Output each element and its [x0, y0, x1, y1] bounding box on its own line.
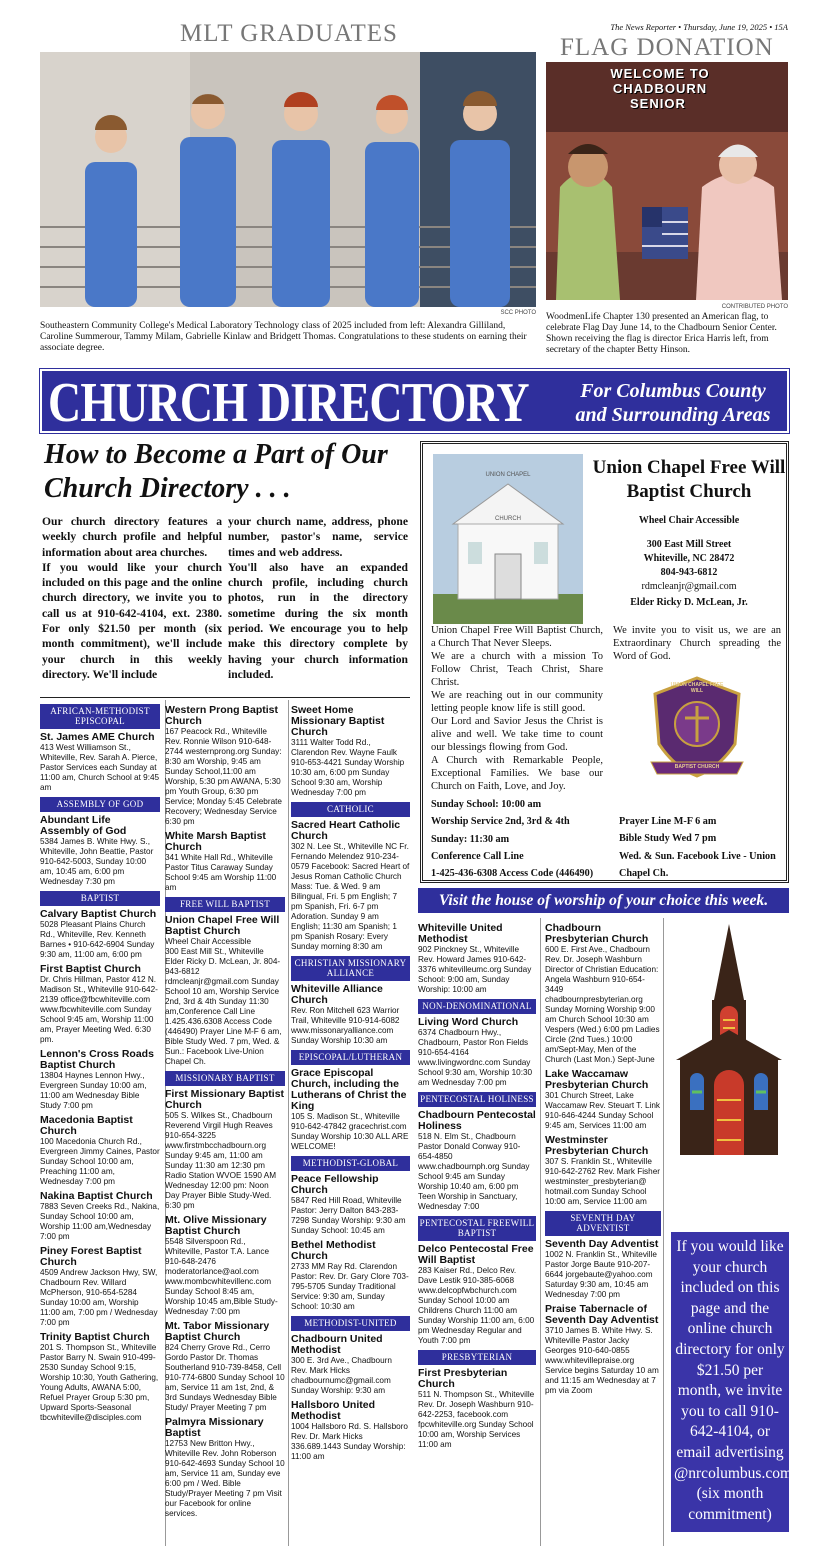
union-chapel-schedule-left	[431, 796, 621, 882]
directory-column-3	[291, 702, 410, 1466]
church-name: Calvary Baptist Church	[40, 908, 157, 920]
sign-line-2: CHADBOURN	[612, 81, 708, 96]
mlt-photo-credit: SCC PHOTO	[500, 310, 536, 316]
mlt-caption: Southeastern Community College's Medical Laboratory Technology class of 2025 included from left: Alexandra Gilliland, Caroline Summerour, Tammy Milam, Gabrielle Kinlaw and Bridgett Thomas. Congratulations to these students on earning their associate degree.	[40, 321, 527, 353]
church-info: 341 White Hall Rd., Whiteville Pastor Titus Caraway Sunday School 9:45 am Worship 11:00 am	[165, 853, 277, 892]
photo-label-2: CHURCH	[495, 516, 521, 522]
church-info: 283 Kaiser Rd., Delco Rev. Dave Lestik 910-385-6068 www.delcopfwbchurch.com Sunday School 10:00 am Childrens Church 11:00 am Sunday Worship 11:00 am, 6:00 pm Wednesday Regular and Youth 7:00 pm	[418, 1266, 535, 1345]
church-info: 600 E. First Ave., Chadbourn Rev. Dr. Joseph Washburn Director of Christian Education: Angela Washburn 910-654-3449 chadbournpresbyterian.org Sunday Morning Worship 9:00 am Church School 10:30 am Vespers (Wed.) 6:00 pm Ladies Circle (2nd Tues.) 10:00 am/Sept-May, Men of the Church (Last Mon.) Sept-June	[545, 945, 660, 1064]
union-chapel-pastor: Elder Ricky D. McLean, Jr.	[630, 597, 748, 608]
church-name: Delco Pentecostal Free Will Baptist	[418, 1243, 534, 1266]
category-header: PRESBYTERIAN	[418, 1350, 536, 1365]
church-name: Mt. Tabor Missionary Baptist Church	[165, 1320, 270, 1343]
paper-info: The News Reporter • Thursday, June 19, 2025 • 15A	[610, 22, 788, 32]
union-chapel-address-1: 300 East Mill Street	[646, 539, 732, 550]
church-name: Piney Forest Baptist Church	[40, 1245, 142, 1268]
flag-section-head: FLAG DONATION	[560, 34, 774, 61]
church-name: Nakina Baptist Church	[40, 1190, 153, 1202]
church-info: 201 S. Thompson St., Whiteville Pastor Barry N. Swain 910-499-2530 Sunday School 9:15, Worship 10:30, Youth Gathering, Young Adults, AWANA 5:00, Refuel Prayer Group 5:30 pm, Upward Sports-Seasonal tbcwhiteville@disciples.com	[40, 1343, 159, 1422]
schedule-left-3: Sunday: 11:30 am	[431, 833, 510, 845]
church-name: Whiteville Alliance Church	[291, 983, 383, 1006]
church-name: Westminster Presbyterian Church	[545, 1134, 649, 1157]
category-header: CATHOLIC	[291, 802, 410, 817]
banner-subtitle-1: For Columbus County	[580, 380, 766, 402]
church-name: Living Word Church	[418, 1016, 519, 1028]
schedule-left-4: Conference Call Line	[431, 850, 524, 862]
church-name: Palmyra Missionary Baptist	[165, 1416, 264, 1439]
church-info: 13804 Haynes Lennon Hwy., Evergreen Sunday 10:00 am, 11:00 am Wednesday Bible Study 7:00 pm	[40, 1071, 147, 1110]
category-header: MISSIONARY BAPTIST	[165, 1071, 285, 1086]
logo-ribbon: BAPTIST CHURCH	[674, 764, 720, 770]
church-name: Praise Tabernacle of Seventh Day Adventist	[545, 1303, 659, 1326]
union-chapel-body-left: Union Chapel Free Will Baptist Church, a Church That Never Sleeps. We are a church with a mission To Follow Christ, Teach Christ, Share Christ. We are reaching out in our community letting people know life is still good. Our Lord and Savior Jesus the Christ is alive and well. We take time to count our blessings flowing from God. A Church with Remarkable People, Exceptional Families. We base our Church on Faith, Love, and Joy.	[431, 625, 603, 792]
advertising-box: If you would like your church included on this page and the online church directory for only $21.50 per month, we invite you to call 910-642-4104, or email advertising @nrcolumbus.com (six month commitment)	[671, 1232, 789, 1532]
church-info: 100 Macedonia Church Rd., Evergreen Jimmy Caines, Pastor Sunday School 10:00 am, Preaching 11:00 am, Wednesday 7:00 pm	[40, 1137, 160, 1186]
logo-text: UNION CHAPEL FREE WILL	[670, 682, 724, 694]
flag-photo-credit: CONTRIBUTED PHOTO	[721, 304, 788, 310]
church-name: First Presbyterian Church	[418, 1367, 508, 1390]
schedule-left-2: Worship Service 2nd, 3rd & 4th	[431, 816, 570, 828]
church-name: Mt. Olive Missionary Baptist Church	[165, 1214, 267, 1237]
church-name: Peace Fellowship Church	[291, 1173, 379, 1196]
church-name: Sweet Home Missionary Baptist Church	[291, 704, 385, 738]
how-to-heading-1: How to Become a Part of Our	[44, 439, 388, 470]
how-to-text-col1: Our church directory features a weekly church profile and helpful information about area churches. If you would like your church included on this page and the online church directory, we invite you to call us at 910-642-4104, ext. 2380. For only $21.50 per month (six month commitment), we'll include your church in this weekly directory. We'll include	[42, 515, 222, 681]
schedule-left-1: Sunday School: 10:00 am	[431, 799, 542, 810]
church-info: 505 S. Wilkes St., Chadbourn Reverend Virgil Hugh Reaves 910-654-3225 www.firstmbcchadbourn.org Sunday 9:45 am, 11:00 am Sunday 11:30 am 12:30 pm Radio Station WVOE 1590 AM Wednesday 12:00 pm: Noon Day Prayer Bible Study-Wed. 6:30 pm	[165, 1111, 277, 1210]
category-header: NON-DENOMINATIONAL	[418, 999, 536, 1014]
category-header: FREE WILL BAPTIST	[165, 897, 285, 912]
union-chapel-feature	[420, 441, 789, 883]
category-header: METHODIST-UNITED	[291, 1316, 410, 1331]
schedule-right-1: Prayer Line M-F 6 am	[619, 816, 717, 827]
church-name: White Marsh Baptist Church	[165, 830, 266, 853]
church-name: Chadbourn Presbyterian Church	[545, 922, 649, 945]
church-info: 5384 James B. White Hwy. S., Whiteville, John Beattie, Pastor 910-642-5003, Sunday 10:00 am, 10:45 am, 6:00 pm Wednesday 7:30 pm	[40, 837, 154, 886]
church-illustration	[670, 920, 788, 1160]
church-info: 12753 New Britton Hwy., Whiteville Rev. John Roberson 910-642-4693 Sunday School 10 am, Service 11 am, Sunday eve 6:00 pm / Wed. Bible Study/Prayer Meeting 7 pm Visit our Facebook for online services.	[165, 1439, 285, 1518]
church-info: 167 Peacock Rd., Whiteville Rev. Ronnie Wilson 910-648-2744 westernprong.org Sunday: 8:30 am Worship, 9:45 am Sunday School,11:00 am Worship, 5:30 pm AWANA, 5:30 pm Youth Group, 6:30 pm Service; Monday 5:45 Celebrate Recovery; Wednesday Service 6:30 pm	[165, 727, 282, 826]
church-name: Seventh Day Adventist	[545, 1238, 659, 1250]
church-name: Whiteville United Methodist	[418, 922, 503, 945]
church-info: 413 West Williamson St., Whiteville, Rev. Sarah A. Pierce, Pastor Services each Sunday at 11:00 am, Church School at 9:45 am	[40, 743, 160, 792]
category-header: BAPTIST	[40, 891, 160, 906]
church-info: 2733 MM Ray Rd. Clarendon Pastor: Rev. Dr. Gary Clore 703-795-5705 Sunday Traditional Service: 9:30 am, Sunday School: 10:30 am	[291, 1262, 409, 1311]
church-info: 4509 Andrew Jackson Hwy, SW, Chadbourn Rev. Willard McPherson, 910-654-5284 Sunday 10:00 am, Worship 11:00 am, 7:00 pm / Wednesday 7:00 pm	[40, 1268, 158, 1327]
church-info: Dr. Chris Hillman, Pastor 412 N. Madison St., Whiteville 910-642-2139 office@fbcwhiteville.com www.fbcwhiteville.com Sunday School 9:45 am, Worship 11:00 am, Prayer Meeting Wed. 6:30 pm.	[40, 975, 158, 1044]
category-header: ASSEMBLY OF GOD	[40, 797, 160, 812]
church-name: Lennon's Cross Roads Baptist Church	[40, 1048, 154, 1071]
church-info: 5847 Red Hill Road, Whiteville Pastor: Jerry Dalton 843-283-7298 Sunday Worship: 9:30 am Sunday School: 10:45 am	[291, 1196, 406, 1235]
church-info: 7883 Seven Creeks Rd., Nakina, Sunday School 10:00 am, Worship 11:00 am,Wednesday 7:00 pm	[40, 1202, 160, 1241]
church-info: 1004 Hallsboro Rd. S. Hallsboro Rev. Dr. Mark Hicks 336.689.1443 Sunday Worship: 11:00 am	[291, 1422, 408, 1461]
church-name: Sacred Heart Catholic Church	[291, 819, 401, 842]
union-chapel-address-2: Whiteville, NC 28472	[643, 553, 735, 564]
directory-column-1	[40, 702, 160, 1427]
banner-subtitle-2: and Surrounding Areas	[575, 404, 771, 426]
church-info: 3710 James B. White Hwy. S. Whiteville Pastor Jacky Georges 910-640-0855 www.whitevillepraise.org Service begins Saturday 10 am and 11:15 am Wednesday at 7 pm via Zoom	[545, 1326, 659, 1395]
schedule-left-5: 1-425-436-6308 Access Code (446490)	[431, 868, 594, 880]
church-name: Bethel Methodist Church	[291, 1239, 376, 1262]
church-info: 3111 Walter Todd Rd., Clarendon Rev. Wayne Faulk 910-653-4421 Sunday Worship 10:30 am, 6:00 pm Sunday School 9:30 am, Worship Wednesday 7:00 pm	[291, 738, 405, 797]
church-info: 824 Cherry Grove Rd., Cerro Gordo Pastor Dr. Thomas Southerland 910-739-8458, Cell 910-774-6800 Sunday School 10 am, Service 11 am 1st, 2nd, & 3rd Sundays Wednesday Bible Study/ Prayer Meeting 7 pm	[165, 1343, 285, 1412]
church-name: Chadbourn Pentecostal Holiness	[418, 1109, 536, 1132]
how-to-heading-2: Church Directory . . .	[44, 473, 291, 504]
church-info: 302 N. Lee St., Whiteville NC Fr. Fernando Melendez 910-234-0579 Facebook: Sacred Heart of Jesus Roman Catholic Church Mass: Tue. & Wed. 9 am Bilingual, Fri. 5 pm English; 7 pm Spanish, Fri. 6-7 pm Adoration. Sunday 9 am English; 11:30 am Spanish; 1 pm Spanish Rosary: Every Sunday morning 8:30 am	[291, 842, 410, 951]
church-info: 105 S. Madison St., Whiteville 910-642-47842 gracechrist.com Sunday Worship 10:30 ALL ARE WELCOME!	[291, 1112, 409, 1151]
church-info: 1002 N. Franklin St., Whiteville Pastor Jorge Baute 910-207-6644 jorgebaute@yahoo.com Saturday 9:30 am, 10:45 am Wednesday 7:00 pm	[545, 1250, 657, 1299]
church-name: Grace Episcopal Church, including the Lutherans of Christ the King	[291, 1067, 407, 1112]
church-name: Hallsboro United Methodist	[291, 1399, 376, 1422]
union-chapel-email: rdmcleanjr@gmail.com	[641, 581, 737, 592]
union-chapel-body-right: We invite you to visit us, we are an Extraordinary Church spreading the Word of God.	[613, 625, 781, 662]
church-info: 902 Pinckney St., Whiteville Rev. Howard James 910-642-3376 whitevilleumc.org Sunday School: 9:00 am, Sunday Worship: 10:00 am	[418, 945, 532, 994]
category-header: METHODIST-GLOBAL	[291, 1156, 410, 1171]
church-name: Chadbourn United Methodist	[291, 1333, 383, 1356]
church-info: 6374 Chadbourn Hwy., Chadbourn, Pastor Ron Fields 910-654-4164 www.livingwordnc.com Sunday School 9:30 am, Worship 10:30 am Wednesday 7:00 pm	[418, 1028, 533, 1087]
visit-banner: Visit the house of worship of your choice this week.	[418, 888, 789, 913]
church-name: First Baptist Church	[40, 963, 141, 975]
church-info: 511 N. Thompson St., Whiteville Rev. Dr. Joseph Washburn 910-642-2253, facebook.com fpcwhiteville.org Sunday School 10:00 am, Worship Services 11:00 am	[418, 1390, 535, 1449]
photo-label-1: UNION CHAPEL	[485, 472, 531, 478]
union-chapel-schedule-right	[619, 813, 787, 882]
category-header: CHRISTIAN MISSIONARY ALLIANCE	[291, 956, 410, 981]
church-directory-banner	[40, 369, 789, 433]
church-name: Union Chapel Free Will Baptist Church	[165, 914, 280, 937]
directory-column-4	[418, 920, 536, 1454]
mlt-section-head: MLT GRADUATES	[180, 20, 398, 47]
union-chapel-photo	[433, 454, 583, 624]
church-info: 307 S. Franklin St., Whiteville 910-642-2762 Rev. Mark Fisher westminster_presbyterian@ hotmail.com Sunday School 10:00 am, Service 11:00 am	[545, 1157, 660, 1206]
category-header: EPISCOPAL/LUTHERAN	[291, 1050, 410, 1065]
category-header: PENTECOSTAL HOLINESS	[418, 1092, 536, 1107]
sign-line-1: WELCOME TO	[610, 66, 710, 81]
church-name: Abundant Life Assembly of God	[40, 814, 127, 837]
church-info: Rev. Ron Mitchell 623 Warrior Trail, Whiteville 910-914-6082 www.missonaryalliance.com Sunday Worship 10:30 am	[291, 1006, 400, 1045]
directory-column-5	[545, 920, 661, 1400]
church-info: 5028 Pleasant Plains Church Rd., Whiteville, Rev. Kenneth Barnes • 910-642-6904 Sunday 9:30 am, 11:00 am, 6:00 pm	[40, 920, 155, 959]
church-info: 301 Church Street, Lake Waccamaw Rev. Steuart T. Link 910-646-4244 Sunday School 9:45 am, Services 11:00 am	[545, 1091, 660, 1130]
church-name: St. James AME Church	[40, 731, 155, 743]
sign-line-3: SENIOR	[630, 96, 686, 111]
schedule-right-3: Wed. & Sun. Facebook Live - Union Chapel Ch.	[619, 850, 776, 879]
church-name: Macedonia Baptist Church	[40, 1114, 133, 1137]
union-chapel-accessible: Wheel Chair Accessible	[638, 515, 740, 526]
church-name: Trinity Baptist Church	[40, 1331, 150, 1343]
how-to-text-col2: your church name, address, phone number, pastor's name, service times and web address. You'll also have an expanded church profile, including church photos, run in the directory sometime during the six month period. We encourage you to help make this directory complete by having your church information included.	[228, 515, 408, 681]
banner-title: CHURCH DIRECTORY	[48, 372, 529, 434]
category-header: PENTECOSTAL FREEWILL BAPTIST	[418, 1216, 536, 1241]
church-info: 5548 Silverspoon Rd., Whiteville, Pastor T.A. Lance 910-648-2476 moderatorlance@aol.com www.mombcwhitevillenc.com Sunday School 8:45 am, Worship 10:45 am,Bible Study-Wednesday 7:00 pm	[165, 1237, 278, 1316]
schedule-right-2: Bible Study Wed 7 pm	[619, 833, 717, 845]
church-info: 300 E. 3rd Ave., Chadbourn Rev. Mark Hicks chadbournumc@gmail.com Sunday Worship: 9:30 am	[291, 1356, 392, 1395]
church-info: 518 N. Elm St., Chadbourn Pastor Donald Conway 910-654-4850 www.chadbournph.org Sunday School 9:45 am Sunday Worship 10:40 am, 6:00 pm Teen Worship in Sanctuary, Wednesday 7:00	[418, 1132, 530, 1211]
church-name: Western Prong Baptist Church	[165, 704, 278, 727]
directory-column-2	[165, 702, 285, 1523]
flag-caption: WoodmenLife Chapter 130 presented an American flag, to celebrate Flag Day June 14, to the Chadbourn Senior Center. Shown receiving the flag is director Erica Harris left, from secretary of the chapter Betty Hinson.	[546, 312, 777, 355]
mlt-graduates-photo	[40, 52, 536, 307]
church-name: Lake Waccamaw Presbyterian Church	[545, 1068, 649, 1091]
union-chapel-logo	[639, 672, 755, 784]
union-chapel-phone: 804-943-6812	[660, 567, 718, 578]
church-name: First Missionary Baptist Church	[165, 1088, 285, 1111]
church-info: Wheel Chair Accessible 300 East Mill St., Whiteville Elder Ricky D. McLean, Jr. 804-943-6812 rdmcleanjr@gmail.com Sunday School 10 am, Worship Service 2nd, 3rd & 4th Sunday 11:30 am,Conference Call Line 1.425.436.6308 Access Code (446490) Prayer Line M-F 6 am, Bible Study Wed. 7 pm, Wed. & Sun.: Facebook Live-Union Chapel Ch.	[165, 937, 282, 1066]
category-header: SEVENTH DAY ADVENTIST	[545, 1211, 661, 1236]
category-header: AFRICAN-METHODIST EPISCOPAL	[40, 704, 160, 729]
union-chapel-title: Union Chapel Free Will Baptist Church	[592, 457, 786, 502]
